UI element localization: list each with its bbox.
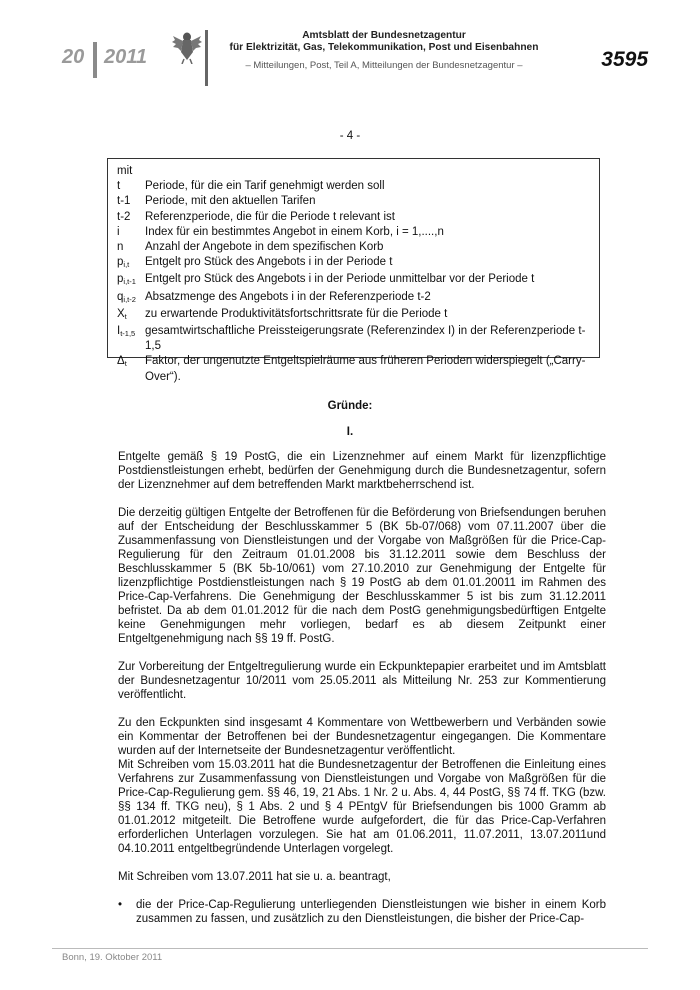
bullet-item xyxy=(118,898,606,926)
legend-symbol xyxy=(117,225,145,240)
legend-intro: mit xyxy=(117,165,133,177)
legend-symbol-subscript: t-1,5 xyxy=(120,329,136,339)
legend-row xyxy=(117,272,590,289)
legend-row xyxy=(117,240,590,255)
body-text xyxy=(118,450,606,926)
legend-description: gesamtwirtschaftliche Preissteigerungsrate (Referenzindex I) in der Referenzperiode t-1,5 xyxy=(145,325,586,353)
section-title: Gründe: xyxy=(327,400,373,412)
legend-row xyxy=(117,255,590,272)
footer-date: Bonn, 19. Oktober 2011 xyxy=(62,952,163,963)
legend-row xyxy=(117,194,590,209)
legend-symbol-subscript: i,t xyxy=(123,260,130,270)
legend-description: Entgelt pro Stück des Angebots i in der Periode unmittelbar vor der Periode t xyxy=(145,273,535,286)
bullet-dot-icon: • xyxy=(118,899,123,911)
paragraph: Die derzeitig gültigen Entgelte der Betroffenen für die Beförderung von Briefsendungen beruhen auf der Entscheidung der Beschlusskammer 5 (BK 5b-07/068) vom 07.11.2007 über die Zusammenfassung von Dienstleistungen und der Vorgabe von Maßgrößen für die Price-Cap-Regulierung für den Zeitraum 01.01.2008 bis 31.12.2011 sowie dem Beschluss der Beschlusskammer 5 (BK 5b-10/061) vom 27.10.2010 zur Genehmigung der Entgelte für lizenzpflichtige Postdienstleistungen nach § 19 PostG ab dem 01.01.20011 im Rahmen des Price-Cap-Verfahrens. Die Genehmigung der Beschlusskammer 5 ist bis zum 31.12.2011 befristet. Da ab dem 01.01.2012 für die nach dem PostG genehmigungsbedürftigen Entgelte keine Genehmigungen mehr vorliegen, bedarf es ab diesem Zeitpunkt einer Entgeltgenehmigung nach §§ 19 ff. PostG. xyxy=(118,507,606,645)
legend-description: Faktor, der ungenutzte Entgeltspielräume aus früheren Perioden widerspiegelt („Carry-Over“). xyxy=(145,355,586,383)
legend-description: Index für ein bestimmtes Angebot in einem Korb, i = 1,....,n xyxy=(145,225,444,238)
page-number: 3595 xyxy=(601,48,648,71)
paragraph: Zu den Eckpunkten sind insgesamt 4 Kommentare von Wettbewerbern und Verbänden sowie ein Kommentar der Betroffenen bei der Bundesnetzagentur eingegangen. Die Kommentare wurden auf der Internetseite der Bundesnetzagentur veröffentlicht. xyxy=(118,717,606,757)
footer-divider xyxy=(52,948,648,949)
legend-symbol-base: I xyxy=(117,325,121,338)
legend-symbol xyxy=(117,240,145,255)
legend-row xyxy=(117,354,590,384)
legend-symbol-subscript: t xyxy=(124,359,127,369)
legend-row xyxy=(117,307,590,324)
issue-number: 20 xyxy=(62,46,85,68)
legend-row xyxy=(117,225,590,240)
paragraph: Mit Schreiben vom 13.07.2011 hat sie u. a. beantragt, xyxy=(118,871,391,883)
header-divider xyxy=(93,42,97,78)
paragraph: Mit Schreiben vom 15.03.2011 hat die Bundesnetzagentur der Betroffenen die Einleitung eines Verfahrens zur Zusammenfassung von Dienstleistungen und Vorgabe von Maßgrößen für die Price-Cap-Regulierung gem. §§ 46, 19, 21 Abs. 1 Nr. 2 u. Abs. 4, 44 PostG, §§ 74 ff. TKG (bzw. §§ 134 ff. TKG neu), § 1 Abs. 2 und § 4 PEntgV für Briefsendungen bis 1000 Gramm ab 01.01.2012 mitgeteilt. Die Betroffene wurde aufgefordert, die für das Price-Cap-Verfahren erforderlichen Unterlagen vorzulegen. Sie hat am 01.06.2011, 11.07.2011, 13.07.2011und 04.10.2011 entgeltbegründende Unterlagen vorgelegt. xyxy=(118,759,606,855)
legend-symbol-base: n xyxy=(117,241,124,254)
legend-symbol-base: Δ xyxy=(117,355,125,368)
legend-description: Anzahl der Angebote in dem spezifischen Korb xyxy=(145,241,384,254)
legend-symbol-base: p xyxy=(117,256,124,269)
legend-symbol-base: t-1 xyxy=(117,195,131,208)
legend-symbol xyxy=(117,354,145,384)
legend-symbol-subscript: i,t-2 xyxy=(123,294,136,304)
legend-row xyxy=(117,179,590,194)
paragraph: Entgelte gemäß § 19 PostG, die ein Lizenznehmer auf einem Markt für lizenzpflichtige Postdienstleistungen erhebt, bedürfen der Genehmigung durch die Bundesnetzagentur, sofern der Lizenznehmer auf dem betreffenden Markt marktbeherrschend ist. xyxy=(118,451,606,491)
legend-symbol-base: t xyxy=(117,180,121,193)
legend-symbol-base: p xyxy=(117,273,124,286)
federal-eagle-icon xyxy=(172,30,202,64)
legend-row xyxy=(117,290,590,307)
legend-description: Periode, für die ein Tarif genehmigt werden soll xyxy=(145,180,385,193)
gazette-title-line2: für Elektrizität, Gas, Telekommunikation, Post und Eisenbahnen xyxy=(229,42,539,53)
legend-row xyxy=(117,324,590,354)
header-divider-2 xyxy=(205,30,208,86)
issue-year: 2011 xyxy=(104,46,148,68)
legend-description: Absatzmenge des Angebots i in der Referenzperiode t-2 xyxy=(145,290,431,303)
section-numeral: I. xyxy=(346,426,354,438)
legend-description: Periode, mit den aktuellen Tarifen xyxy=(145,195,316,208)
legend-symbol xyxy=(117,290,145,307)
gazette-subtitle: – Mitteilungen, Post, Teil A, Mitteilungen der Bundesnetzagentur – xyxy=(245,60,523,71)
legend-symbol xyxy=(117,324,145,354)
legend-row xyxy=(117,210,590,225)
legend-symbol-base: X xyxy=(117,307,125,320)
legend-description: zu erwartende Produktivitätsfortschrittsrate für die Periode t xyxy=(145,307,448,320)
legend-symbol-base: q xyxy=(117,290,124,303)
legend-symbol xyxy=(117,272,145,289)
inner-page-marker: - 4 - xyxy=(339,130,361,142)
formula-legend-box xyxy=(107,158,600,383)
legend-symbol xyxy=(117,307,145,324)
legend-symbol-base: i xyxy=(117,225,120,238)
legend-symbol xyxy=(117,194,145,209)
legend-symbol xyxy=(117,179,145,194)
legend-symbol-subscript: i,t-1 xyxy=(123,277,136,287)
legend-description: Referenzperiode, die für die Periode t relevant ist xyxy=(145,210,395,223)
legend-description: Entgelt pro Stück des Angebots i in der Periode t xyxy=(145,256,393,269)
bullet-text: die der Price-Cap-Regulierung unterliegenden Dienstleistungen wie bisher in einem Korb zusammen zu fassen, und zusätzlich zu den Dienstleistungen, die bisher der Price-Cap- xyxy=(136,899,606,925)
gazette-title xyxy=(214,30,554,54)
paragraph: Zur Vorbereitung der Entgeltregulierung wurde ein Eckpunktepapier erarbeitet und im Amtsblatt der Bundesnetzagentur 10/2011 vom 25.05.2011 als Mitteilung Nr. 253 zur Kommentierung veröffentlicht. xyxy=(118,661,606,701)
legend-symbol-subscript: t xyxy=(124,311,127,321)
legend-symbol-base: t-2 xyxy=(117,210,131,223)
paragraph-block xyxy=(118,716,606,856)
legend-symbol xyxy=(117,210,145,225)
legend-symbol xyxy=(117,255,145,272)
gazette-title-line1: Amtsblatt der Bundesnetzagentur xyxy=(302,30,466,41)
legend-rows xyxy=(117,179,590,385)
